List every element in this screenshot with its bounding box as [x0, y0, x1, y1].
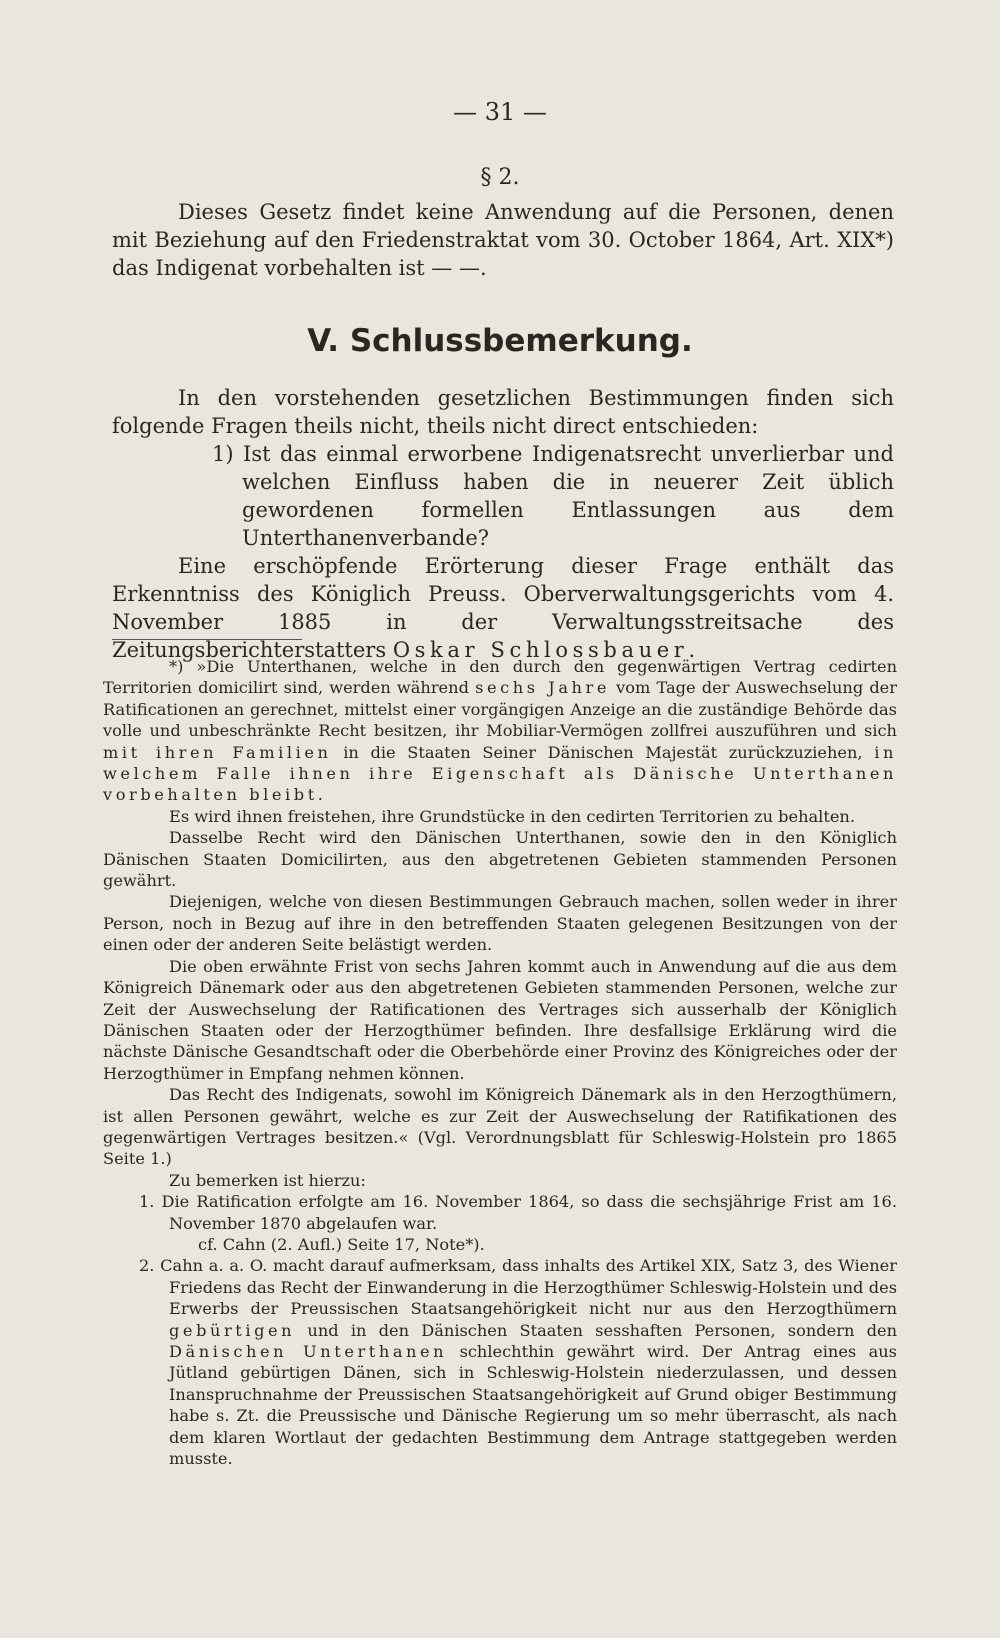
answer-text: Eine erschöpfende Erörterung dieser Frage enthält das Erkenntniss des Königlich Preuss. Oberverwaltungsgerichts vom 4. November 1885 in der Verwaltungsstreitsache des Zeitungsberichterstatters: [112, 554, 894, 662]
footnote-paragraph-5: Die oben erwähnte Frist von sechs Jahren kommt auch in Anwendung auf die aus dem Königreich Dänemark oder aus den abgetretenen Gebieten stammenden Personen, welche zur Zeit der Auswechselung der Ratificationen des Vertrages sich ausserhalb der Königlich Dänischen Staaten oder der Herzogthümer befinden. Ihre desfallsige Erklärung wird die nächste Dänische Gesandtschaft oder die Oberbehörde einer Provinz des Königreiches oder der Herzogthümer in Empfang nehmen können.: [103, 956, 897, 1083]
footnote-paragraph-2: Es wird ihnen freistehen, ihre Grundstücke in den cedirten Territorien zu behalten.: [169, 806, 855, 826]
page-number: — 31 —: [453, 98, 547, 126]
note-item-1-reference: cf. Cahn (2. Aufl.) Seite 17, Note*).: [198, 1234, 485, 1254]
note-item-2: [139, 1255, 897, 1469]
answer-end: .: [688, 638, 696, 662]
answer-paragraph: [112, 552, 894, 664]
footnote-paragraph-1: [103, 656, 897, 806]
footnote-spaced-text: mit ihren Familien: [103, 742, 332, 762]
section-2-paragraph: Dieses Gesetz findet keine Anwendung auf die Personen, denen mit Beziehung auf den Friedenstraktat vom 30. October 1864, Art. XIX*) das Indigenat vorbehalten ist — —.: [112, 200, 894, 280]
note-spaced-text: gebürtigen: [169, 1320, 296, 1340]
question-1: 1) Ist das einmal erworbene Indigenatsrecht unverlierbar und welchen Einfluss haben die in neuerer Zeit üblich gewordenen formellen Entlassungen aus dem Unterthanenverbande?: [212, 442, 894, 550]
section-2-text: [112, 198, 894, 282]
footnote-paragraph-4: Diejenigen, welche von diesen Bestimmungen Gebrauch machen, sollen weder in ihrer Person, noch in Bezug auf ihre in den betreffenden Staaten gelegenen Besitzungen von der einen oder der anderen Seite belästigt werden.: [103, 892, 897, 955]
section-mark: § 2.: [480, 165, 520, 190]
footnote-paragraph-7: Zu bemerken ist hierzu:: [169, 1170, 366, 1190]
footnote: [103, 656, 897, 1469]
footnote-text: vom Tage der Auswechselung der Ratificationen an gerechnet, mittelst einer vorgängigen Anzeige an die zuständige Behörde das volle und unbeschränkte Recht besitzen, ihr Mobiliar-Vermögen zollfrei auszuführen und sich: [103, 678, 897, 741]
footnote-paragraph-6: Das Recht des Indigenats, sowohl im Königreich Dänemark als in den Herzogthümern, ist allen Personen gewährt, welche es zur Zeit der Auswechselung der Ratifikationen des gegenwärtigen Vertrages besitzen.« (Vgl. Verordnungsblatt für Schleswig-Holstein pro 1865 Seite 1.): [103, 1085, 897, 1169]
note-text: und in den Dänischen Staaten sesshaften Personen, sondern den: [307, 1320, 897, 1340]
footnote-spaced-text: sechs Jahre: [475, 678, 610, 698]
intro-paragraph: In den vorstehenden gesetzlichen Bestimmungen finden sich folgende Fragen theils nicht, theils nicht direct entschieden:: [112, 386, 894, 438]
footnote-text: *) »Die Unterthanen, welche in den durch den gegenwärtigen Vertrag cedirten Territorien domicilirt sind, werden während: [103, 657, 897, 698]
footnote-text: in die Staaten Seiner Dänischen Majestät zurückzuziehen,: [343, 742, 863, 762]
footnote-spaced-text: in welchem Falle ihnen ihre Eigenschaft als Dänische Unterthanen vorbehalten bleibt.: [103, 742, 897, 805]
main-body: [112, 384, 894, 664]
note-text: schlechthin gewährt wird. Der Antrag eines aus Jütland gebürtigen Dänen, sich in Schleswig-Holstein niederzulassen, und dessen Inanspruchnahme der Preussischen Staatsangehörigkeit auf Grund obiger Bestimmung habe s. Zt. die Preussische und Dänische Regierung um so mehr überrascht, als nach dem klaren Wortlaut der gedachten Bestimmung dem Antrage stattgegeben werden musste.: [169, 1342, 897, 1469]
footnote-divider: [112, 639, 302, 640]
note-item-1: 1. Die Ratification erfolgte am 16. November 1864, so dass die sechsjährige Frist am 16. November 1870 abgelaufen war.: [139, 1192, 897, 1233]
note-text: 2. Cahn a. a. O. macht darauf aufmerksam, dass inhalts des Artikel XIX, Satz 3, des Wiener Friedens das Recht der Einwanderung in die Herzogthümer Schleswig-Holstein und des Erwerbs der Preussischen Staatsangehörigkeit nicht nur aus den Herzogthümern: [139, 1256, 897, 1319]
chapter-heading: V. Schlussbemerkung.: [307, 323, 693, 359]
footnote-paragraph-3: Dasselbe Recht wird den Dänischen Unterthanen, sowie den in den Königlich Dänischen Staaten Domicilirten, aus den abgetretenen Gebieten stammenden Personen gewährt.: [103, 828, 897, 891]
person-name: Oskar Schlossbauer: [392, 638, 689, 662]
note-spaced-text: Dänischen Unterthanen: [169, 1342, 448, 1361]
